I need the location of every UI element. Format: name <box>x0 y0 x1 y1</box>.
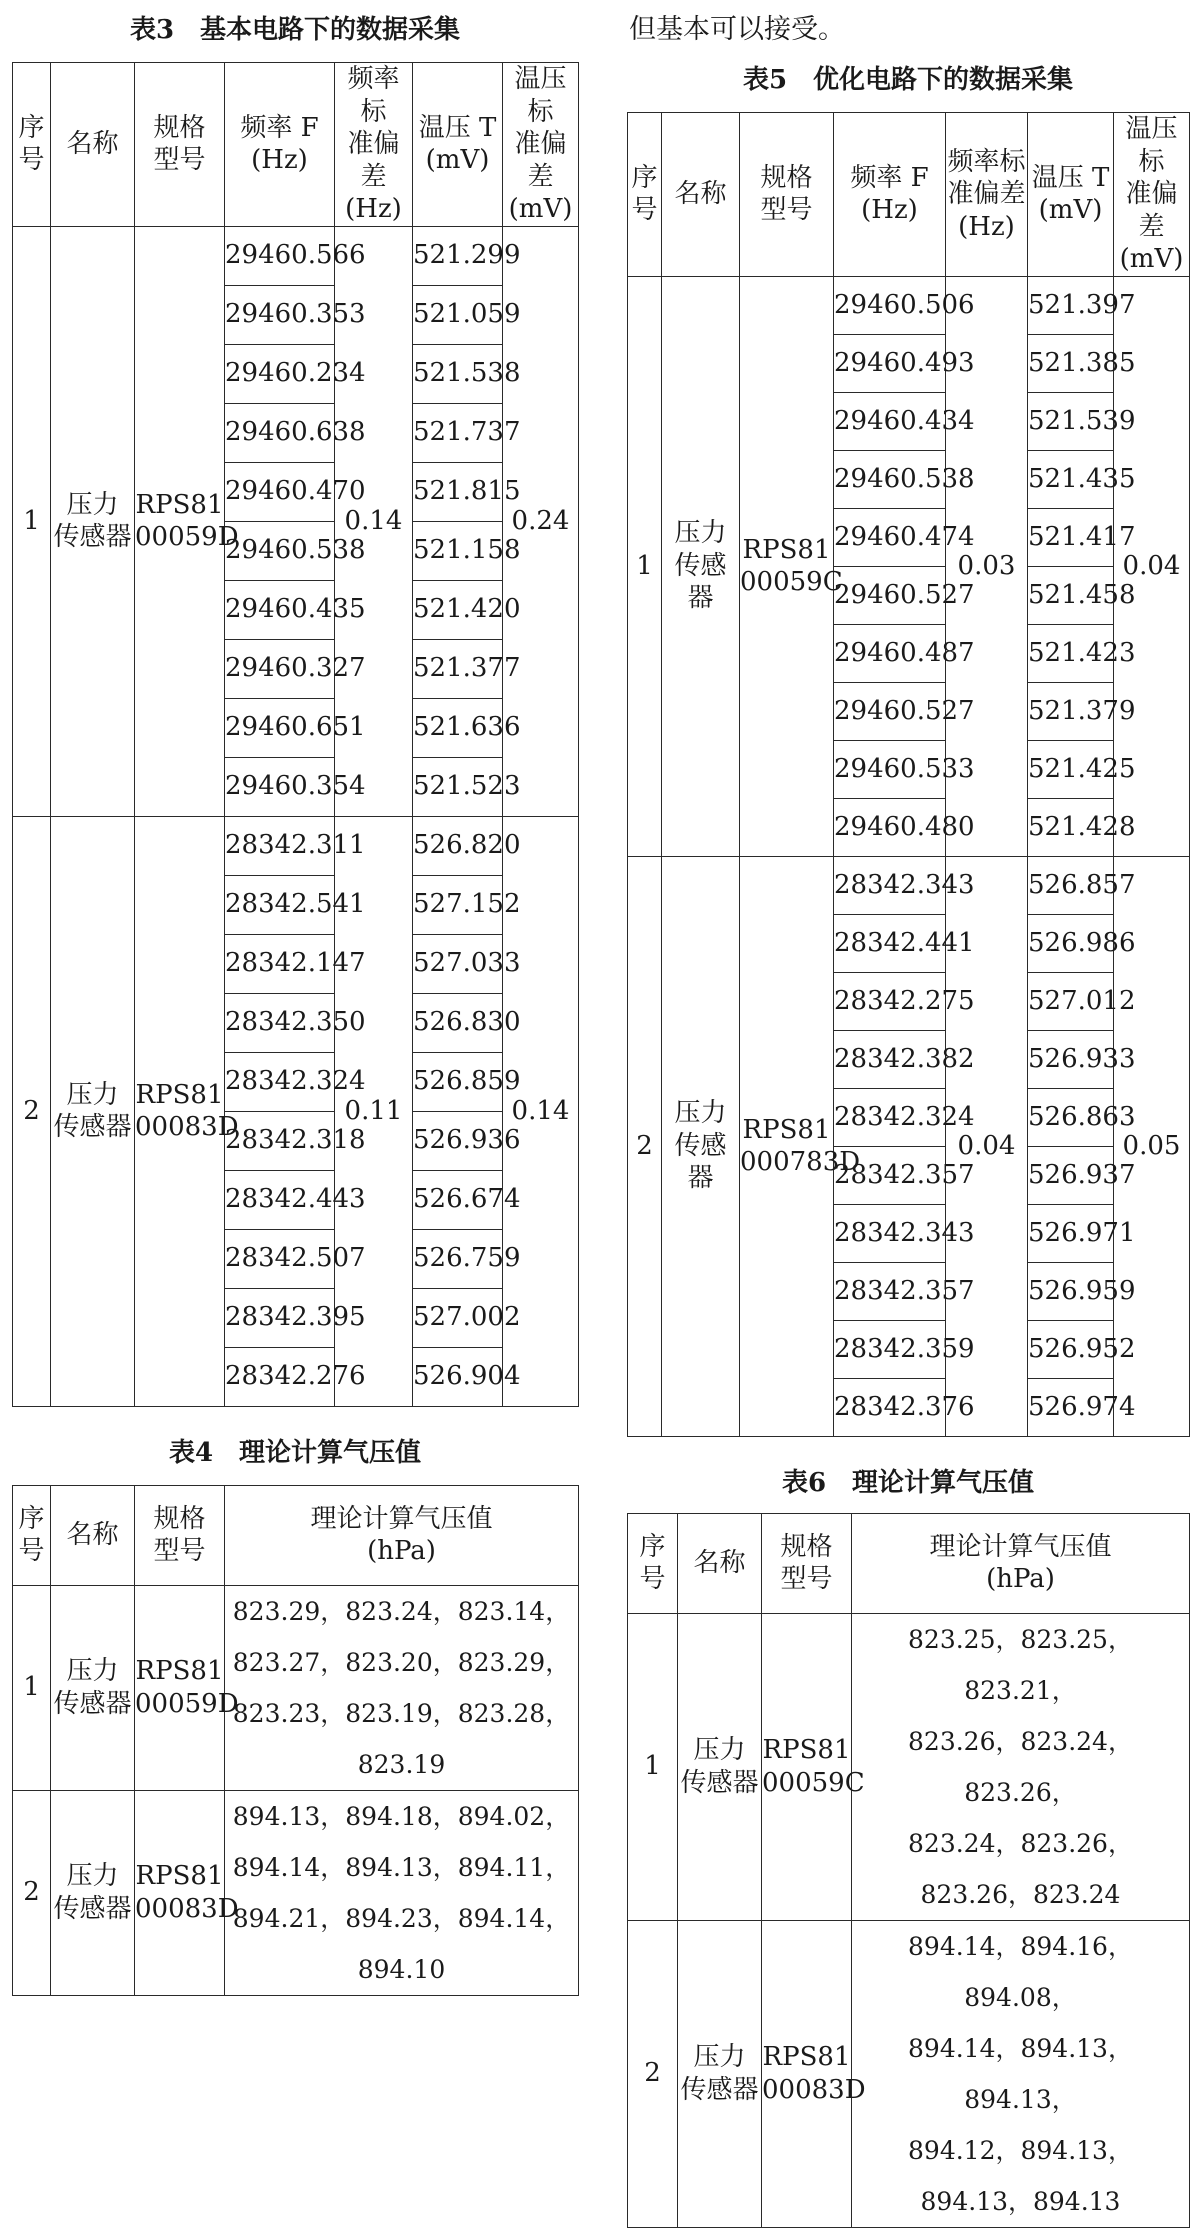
freq-cell: 29460.435 <box>225 580 335 639</box>
freq-cell: 28342.276 <box>225 1347 335 1406</box>
freq-cell: 28342.359 <box>834 1320 946 1378</box>
pressure-values-line: 894.21，894.23，894.14，894.10 <box>232 1903 571 1984</box>
temp-cell: 526.759 <box>413 1229 503 1288</box>
freq-cell: 28342.318 <box>225 1111 335 1170</box>
table4-caption: 表4 理论计算气压值 <box>168 1437 422 1468</box>
header-name: 名称 <box>51 1485 135 1585</box>
temp-cell: 527.012 <box>1028 972 1114 1030</box>
temp-cell: 526.820 <box>413 816 503 875</box>
name-cell: 压力 传感器 <box>51 1585 135 1790</box>
temp-cell: 526.830 <box>413 993 503 1052</box>
header-freq-std: 频率标 准偏差 (Hz) <box>946 113 1028 277</box>
name-cell: 压力 传感器 <box>662 276 740 856</box>
freq-cell: 28342.507 <box>225 1229 335 1288</box>
freq-cell: 29460.470 <box>225 462 335 521</box>
table-row <box>628 1613 1190 1920</box>
temp-cell: 526.959 <box>1028 1262 1114 1320</box>
table-row <box>628 856 1190 914</box>
temp-cell: 521.420 <box>413 580 503 639</box>
freq-cell: 29460.538 <box>225 521 335 580</box>
model-cell: RPS81 000783D <box>740 856 834 1436</box>
seq-cell: 2 <box>628 1920 678 2227</box>
model-cell: RPS81 00083D <box>135 816 225 1406</box>
freq-cell: 29460.474 <box>834 508 946 566</box>
table6-caption: 表6 理论计算气压值 <box>781 1467 1035 1498</box>
freq-std-cell: 0.04 <box>946 856 1028 1436</box>
freq-std-cell: 0.03 <box>946 276 1028 856</box>
freq-cell: 29460.493 <box>834 334 946 392</box>
freq-cell: 29460.533 <box>834 740 946 798</box>
name-cell: 压力 传感器 <box>51 226 135 816</box>
freq-cell: 28342.147 <box>225 934 335 993</box>
header-model: 规格 型号 <box>762 1513 852 1613</box>
freq-cell: 29460.651 <box>225 698 335 757</box>
freq-cell: 29460.327 <box>225 639 335 698</box>
temp-cell: 521.377 <box>413 639 503 698</box>
model-cell: RPS81 00059C <box>740 276 834 856</box>
table5-caption: 表5 优化电路下的数据采集 <box>742 65 1074 95</box>
table6-header-row <box>628 1513 1190 1613</box>
header-name: 名称 <box>678 1513 762 1613</box>
temp-cell: 521.425 <box>1028 740 1114 798</box>
left-column <box>12 0 578 1996</box>
freq-cell: 28342.343 <box>834 1204 946 1262</box>
header-freq-std: 频率标 准偏差 (Hz) <box>335 63 413 227</box>
header-temp: 温压 T (mV) <box>1028 113 1114 277</box>
freq-cell: 28342.441 <box>834 914 946 972</box>
pressure-values-cell <box>225 1585 579 1790</box>
header-seq: 序 号 <box>13 1485 51 1585</box>
header-name: 名称 <box>51 63 135 227</box>
freq-cell: 28342.395 <box>225 1288 335 1347</box>
temp-cell: 521.417 <box>1028 508 1114 566</box>
seq-cell: 2 <box>13 816 51 1406</box>
freq-cell: 28342.382 <box>834 1030 946 1088</box>
temp-cell: 526.936 <box>413 1111 503 1170</box>
temp-cell: 526.859 <box>413 1052 503 1111</box>
freq-cell: 29460.434 <box>834 392 946 450</box>
pressure-values-line: 894.14，894.13，894.11， <box>232 1852 571 1882</box>
freq-cell: 29460.353 <box>225 285 335 344</box>
header-model: 规格 型号 <box>135 63 225 227</box>
seq-cell: 1 <box>13 1585 51 1790</box>
table3 <box>12 62 579 1407</box>
pressure-values-line: 823.27，823.20，823.29， <box>232 1647 571 1677</box>
table-row <box>13 226 579 285</box>
pressure-values-line: 894.14，894.16，894.08， <box>908 1931 1133 2012</box>
header-value: 理论计算气压值 (hPa) <box>225 1485 579 1585</box>
model-cell: RPS81 00059D <box>135 1585 225 1790</box>
temp-cell: 521.538 <box>413 344 503 403</box>
header-freq: 频率 F (Hz) <box>834 113 946 277</box>
temp-cell: 521.059 <box>413 285 503 344</box>
temp-cell: 526.986 <box>1028 914 1114 972</box>
temp-cell: 521.435 <box>1028 450 1114 508</box>
freq-cell: 28342.541 <box>225 875 335 934</box>
temp-cell: 521.539 <box>1028 392 1114 450</box>
pressure-values-line: 823.24，823.26，823.26，823.24 <box>908 1828 1133 1909</box>
freq-std-cell: 0.14 <box>335 226 413 816</box>
table3-header-row <box>13 63 579 227</box>
temp-cell: 521.815 <box>413 462 503 521</box>
temp-cell: 521.636 <box>413 698 503 757</box>
header-seq: 序 号 <box>628 113 662 277</box>
pressure-values-line: 823.26，823.24，823.26， <box>908 1726 1133 1807</box>
freq-cell: 28342.343 <box>834 856 946 914</box>
header-temp-std: 温压标 准偏差 (mV) <box>503 63 579 227</box>
freq-cell: 28342.443 <box>225 1170 335 1229</box>
table4 <box>12 1485 579 1996</box>
name-cell: 压力 传感器 <box>678 1920 762 2227</box>
freq-cell: 29460.234 <box>225 344 335 403</box>
table6 <box>627 1513 1190 2228</box>
table-row <box>13 1790 579 1995</box>
header-model: 规格 型号 <box>135 1485 225 1585</box>
table-row <box>628 276 1190 334</box>
temp-cell: 521.379 <box>1028 682 1114 740</box>
freq-cell: 29460.527 <box>834 682 946 740</box>
seq-cell: 1 <box>13 226 51 816</box>
model-cell: RPS81 00059D <box>135 226 225 816</box>
table-row <box>13 1585 579 1790</box>
freq-cell: 28342.324 <box>225 1052 335 1111</box>
table-row <box>628 1920 1190 2227</box>
seq-cell: 2 <box>628 856 662 1436</box>
freq-cell: 29460.506 <box>834 276 946 334</box>
freq-cell: 28342.275 <box>834 972 946 1030</box>
freq-cell: 28342.357 <box>834 1146 946 1204</box>
freq-cell: 28342.357 <box>834 1262 946 1320</box>
temp-cell: 527.033 <box>413 934 503 993</box>
lead-text: 但基本可以接受。 <box>629 14 845 45</box>
freq-cell: 28342.324 <box>834 1088 946 1146</box>
table5 <box>627 112 1190 1437</box>
temp-cell: 521.523 <box>413 757 503 816</box>
header-name: 名称 <box>662 113 740 277</box>
pressure-values-line: 823.25，823.25，823.21， <box>908 1624 1133 1705</box>
temp-cell: 521.158 <box>413 521 503 580</box>
pressure-values-line: 894.13，894.18，894.02， <box>232 1801 571 1831</box>
freq-cell: 29460.566 <box>225 226 335 285</box>
temp-cell: 526.937 <box>1028 1146 1114 1204</box>
name-cell: 压力 传感器 <box>51 1790 135 1995</box>
temp-cell: 526.857 <box>1028 856 1114 914</box>
header-seq: 序号 <box>628 1513 678 1613</box>
temp-std-cell: 0.05 <box>1114 856 1190 1436</box>
temp-cell: 526.933 <box>1028 1030 1114 1088</box>
model-cell: RPS81 00083D <box>762 1920 852 2227</box>
header-temp: 温压 T (mV) <box>413 63 503 227</box>
freq-cell: 29460.538 <box>834 450 946 508</box>
pressure-values-line: 823.23，823.19，823.28，823.19 <box>232 1698 571 1779</box>
header-freq: 频率 F (Hz) <box>225 63 335 227</box>
model-cell: RPS81 00059C <box>762 1613 852 1920</box>
name-cell: 压力 传感器 <box>678 1613 762 1920</box>
freq-std-cell: 0.11 <box>335 816 413 1406</box>
temp-cell: 521.385 <box>1028 334 1114 392</box>
temp-cell: 521.428 <box>1028 798 1114 856</box>
table4-header-row <box>13 1485 579 1585</box>
temp-std-cell: 0.14 <box>503 816 579 1406</box>
temp-cell: 521.299 <box>413 226 503 285</box>
freq-cell: 29460.354 <box>225 757 335 816</box>
temp-cell: 521.458 <box>1028 566 1114 624</box>
pressure-values-line: 894.12，894.13，894.13，894.13 <box>908 2135 1133 2216</box>
freq-cell: 29460.487 <box>834 624 946 682</box>
freq-cell: 29460.527 <box>834 566 946 624</box>
temp-cell: 521.397 <box>1028 276 1114 334</box>
temp-cell: 521.423 <box>1028 624 1114 682</box>
pressure-values-cell <box>225 1790 579 1995</box>
temp-cell: 526.904 <box>413 1347 503 1406</box>
temp-cell: 526.974 <box>1028 1378 1114 1436</box>
freq-cell: 28342.311 <box>225 816 335 875</box>
table3-caption: 表3 基本电路下的数据采集 <box>129 15 461 45</box>
freq-cell: 28342.376 <box>834 1378 946 1436</box>
temp-cell: 527.152 <box>413 875 503 934</box>
seq-cell: 1 <box>628 1613 678 1920</box>
name-cell: 压力 传感器 <box>51 816 135 1406</box>
header-seq: 序 号 <box>13 63 51 227</box>
model-cell: RPS81 00083D <box>135 1790 225 1995</box>
pressure-values-line: 894.14，894.13，894.13， <box>908 2033 1133 2114</box>
temp-cell: 526.863 <box>1028 1088 1114 1146</box>
header-temp-std: 温压标 准偏差 (mV) <box>1114 113 1190 277</box>
temp-cell: 521.737 <box>413 403 503 462</box>
temp-std-cell: 0.24 <box>503 226 579 816</box>
pressure-values-line: 823.29，823.24，823.14， <box>232 1596 571 1626</box>
temp-cell: 526.674 <box>413 1170 503 1229</box>
temp-cell: 526.971 <box>1028 1204 1114 1262</box>
pressure-values-cell <box>852 1920 1190 2227</box>
name-cell: 压力 传感器 <box>662 856 740 1436</box>
temp-std-cell: 0.04 <box>1114 276 1190 856</box>
seq-cell: 2 <box>13 1790 51 1995</box>
table5-header-row <box>628 113 1190 277</box>
seq-cell: 1 <box>628 276 662 856</box>
freq-cell: 29460.638 <box>225 403 335 462</box>
freq-cell: 29460.480 <box>834 798 946 856</box>
header-value: 理论计算气压值 (hPa) <box>852 1513 1190 1613</box>
header-model: 规格 型号 <box>740 113 834 277</box>
right-column <box>627 0 1189 2228</box>
pressure-values-cell <box>852 1613 1190 1920</box>
table-row <box>13 816 579 875</box>
temp-cell: 526.952 <box>1028 1320 1114 1378</box>
temp-cell: 527.002 <box>413 1288 503 1347</box>
freq-cell: 28342.350 <box>225 993 335 1052</box>
